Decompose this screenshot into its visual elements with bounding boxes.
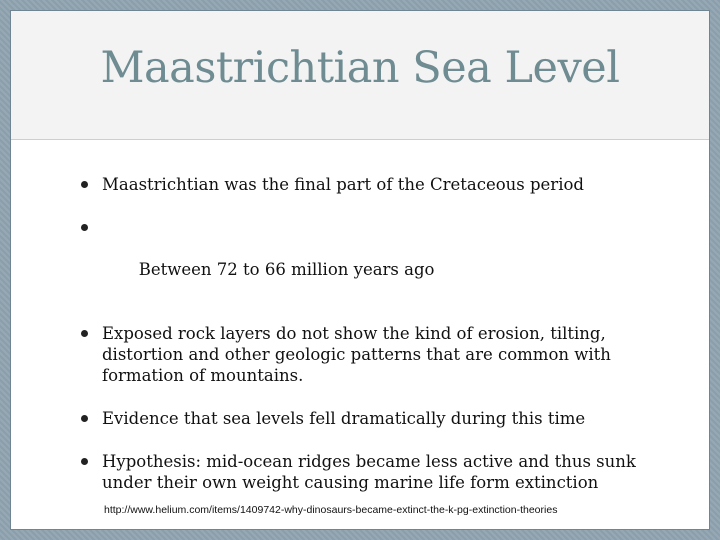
bullet-item xyxy=(81,323,671,386)
bullet-item xyxy=(81,408,671,429)
bullet-dot-icon xyxy=(81,330,88,337)
bullet-text: Evidence that sea levels fell dramatically during this time xyxy=(102,409,586,428)
bullet-dot-icon xyxy=(81,181,88,188)
title-band xyxy=(11,11,709,140)
bullet-dot-icon xyxy=(81,458,88,465)
bullet-text: Exposed rock layers do not show the kind of erosion, tilting, distortion and other geologic patterns that are common with formation of mountains. xyxy=(102,324,611,385)
bullet-text: Hypothesis: mid-ocean ridges became less active and thus sunk under their own weight causing marine life form extinction xyxy=(102,452,636,492)
bullet-item xyxy=(81,217,671,301)
bullet-item xyxy=(81,174,671,195)
bullet-text: Maastrichtian was the final part of the Cretaceous period xyxy=(102,175,584,194)
bullet-item xyxy=(81,451,671,493)
source-link[interactable]: http://www.helium.com/items/1409742-why-dinosaurs-became-extinct-the-k-pg-extinction-theories xyxy=(104,504,558,516)
bullet-list xyxy=(81,174,671,515)
bullet-text: Between 72 to 66 million years ago xyxy=(133,260,435,279)
bullet-dot-icon xyxy=(81,224,88,231)
slide xyxy=(10,10,710,530)
slide-title: Maastrichtian Sea Level xyxy=(100,43,620,93)
bullet-dot-icon xyxy=(81,415,88,422)
